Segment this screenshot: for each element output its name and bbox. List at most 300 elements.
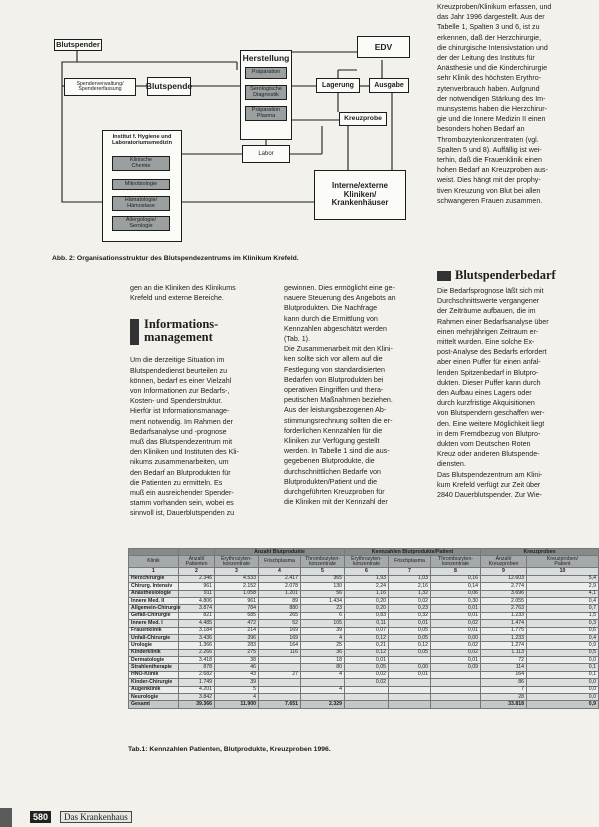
text-line: nauere Steuerung des Angebots an xyxy=(284,294,396,303)
heading-marker xyxy=(437,271,451,281)
table-cell: 0,1 xyxy=(527,671,599,678)
table-cell: 0,32 xyxy=(389,612,431,619)
text-line: Hierfür ist Informationsmanage- xyxy=(130,407,230,416)
labor-box: Labor xyxy=(242,145,290,163)
table-header-groups xyxy=(129,549,599,556)
page-number: 580 xyxy=(30,811,51,823)
table-cell: 1.366 xyxy=(179,642,215,649)
kliniken-box: Interne/externe Kliniken/ Krankenhäuser xyxy=(314,170,406,220)
table-cell: 5 xyxy=(215,686,259,693)
table-cell: 0,9 xyxy=(527,642,599,649)
table-header-cell xyxy=(179,549,215,556)
table-cell: 265 xyxy=(259,612,301,619)
text-line: Die Zusammenarbeit mit den Klini- xyxy=(284,345,393,354)
text-line: der der Leitung des Instituts für xyxy=(437,54,535,63)
table-cell: 2.078 xyxy=(259,583,301,590)
table-row xyxy=(129,612,599,619)
table-cell: 0,6 xyxy=(527,627,599,634)
table-cell: 0,02 xyxy=(389,597,431,604)
text-line: können, bedarf es einer Vielzahl xyxy=(130,376,232,385)
kreuzprobe-box: Kreuzprobe xyxy=(339,112,387,126)
table-cell: Gesamt xyxy=(129,701,179,708)
table-cell: 39 xyxy=(301,627,345,634)
table-cell: 0,1 xyxy=(527,664,599,671)
text-line: dukten vom Deutschen Roten xyxy=(437,440,531,449)
text-line: kann durch die Ermittlung von xyxy=(284,314,378,323)
text-line: kum Krefeld verfügt zur Zeit über xyxy=(437,480,541,489)
text-line: Kreuzproben/Klinikum erfassen, und xyxy=(437,3,552,11)
text-line: Blutprodukten. Die Nachfrage xyxy=(284,304,378,313)
heading-blutspenderbedarf: Blutspenderbedarf xyxy=(455,268,556,282)
table-cell: 4 xyxy=(215,694,259,701)
table-cell: 0,07 xyxy=(345,627,389,634)
table-column-header: Thrombozyten- konzentrate xyxy=(431,556,481,568)
text-line: diensten. xyxy=(437,460,466,469)
table-cell: 396 xyxy=(215,634,259,641)
lagerung-box: Lagerung xyxy=(316,78,360,93)
table-cell: 18 xyxy=(301,657,345,664)
table-cell: 0,0 xyxy=(527,686,599,693)
table-row xyxy=(129,642,599,649)
organization-diagram xyxy=(52,30,416,254)
table-cell: 169 xyxy=(259,627,301,634)
table-cell: 1,5 xyxy=(527,612,599,619)
table-cell: 0,0 xyxy=(527,694,599,701)
text-line: Kreuz oder anderen Blutspende- xyxy=(437,450,540,459)
table-cell: 1.474 xyxy=(481,620,527,627)
table-cell: 0,9 xyxy=(527,701,599,708)
table-cell xyxy=(259,679,301,686)
table-cell: 7 xyxy=(481,686,527,693)
footer-shadow xyxy=(0,808,12,827)
table-cell xyxy=(389,694,431,701)
text-line: in dem Fremdbezug von Blutpro- xyxy=(437,429,541,438)
text-line: Um die derzeitige Situation im xyxy=(130,356,225,365)
table-cell: 11.900 xyxy=(215,701,259,708)
table-cell: Allgemein-Chirurgie xyxy=(129,605,179,612)
table-row xyxy=(129,590,599,597)
hygiene-item: Allergologie/ Serologie xyxy=(112,216,170,231)
text-line: Das Blutspendezentrum am Klini- xyxy=(437,470,543,479)
spenderverwaltung-box: Spenderverwaltung/ Spendererfassung xyxy=(64,78,136,96)
table-cell: 7.651 xyxy=(259,701,301,708)
table-cell: 52 xyxy=(259,620,301,627)
text-line: sehr Klinik des höchsten Erythro- xyxy=(437,74,542,83)
table-cell: 1.113 xyxy=(481,649,527,656)
table-cell: 2.055 xyxy=(481,597,527,604)
table-cell: HNO-Klinik xyxy=(129,671,179,678)
table-cell xyxy=(301,694,345,701)
table-cell: Gefäß-Chirurgie xyxy=(129,612,179,619)
heading-marker xyxy=(130,319,139,345)
text-line: von Blutspendern geschaffen wer- xyxy=(437,409,545,418)
table-cell: 0,02 xyxy=(345,679,389,686)
table-cell: 0,14 xyxy=(431,583,481,590)
table-column-number: 6 xyxy=(345,568,389,575)
table-column-number: 2 xyxy=(179,568,215,575)
table-cell: 27 xyxy=(259,671,301,678)
column-2 xyxy=(284,283,430,507)
table-cell: Herzchirurgie xyxy=(129,575,179,582)
table-cell: 1.201 xyxy=(259,590,301,597)
hygiene-box: Institut f. Hygiene und Laboratoriumsmedizin xyxy=(102,130,182,242)
table-cell: 0,20 xyxy=(345,597,389,604)
text-line: hohen Bedarf an Kreuzproben aus- xyxy=(437,166,548,175)
table-column-number: 3 xyxy=(215,568,259,575)
table-cell: 2,24 xyxy=(345,583,389,590)
table-cell: 0,12 xyxy=(345,634,389,641)
table-cell: 0,02 xyxy=(431,649,481,656)
table-cell: 4 xyxy=(301,671,345,678)
table-number-row xyxy=(129,568,599,575)
text-line: forderlichen Kennzahlen für die xyxy=(284,426,383,435)
figure-caption: Abb. 2: Organisationsstruktur des Blutspendezentrums im Klinikum Krefeld. xyxy=(52,255,299,262)
table-cell: 878 xyxy=(179,664,215,671)
table-cell: 28 xyxy=(481,694,527,701)
table-cell: 43 xyxy=(215,671,259,678)
right-column-top-text xyxy=(437,2,597,206)
text-line: die Patienten zu ermitteln. Es xyxy=(130,478,223,487)
table-column-number: 8 xyxy=(431,568,481,575)
table-group-header: Kreuzproben xyxy=(481,549,599,556)
table-cell: 3.418 xyxy=(179,657,215,664)
table-cell: Kinderklinik xyxy=(129,649,179,656)
table-cell: 39.366 xyxy=(179,701,215,708)
text-line: die chirurgische Intensivstation und xyxy=(437,43,548,52)
table-cell: 0,23 xyxy=(389,605,431,612)
text-line: gen an die Kliniken des Klinikums xyxy=(130,284,236,292)
table-cell: 3.842 xyxy=(179,694,215,701)
table-cell: 0,30 xyxy=(431,597,481,604)
hygiene-item: Mikrobiologie xyxy=(112,179,170,190)
table-group-header: Kennzahlen Blutprodukte/Patient xyxy=(345,549,481,556)
table-cell: 164 xyxy=(481,671,527,678)
table-cell: 0,83 xyxy=(345,612,389,619)
text-line: Festlegung von standardisierten xyxy=(284,365,385,374)
text-line: gegebenen Blutprodukte, die xyxy=(284,457,375,466)
table-cell: Urologie xyxy=(129,642,179,649)
table-group-header: Anzahl Blutprodukte xyxy=(215,549,345,556)
table-cell: 2.763 xyxy=(481,605,527,612)
text-line: besonders hohen Bedarf an xyxy=(437,125,525,134)
table-cell: 2.152 xyxy=(215,583,259,590)
table-row xyxy=(129,657,599,664)
table-cell: 0,02 xyxy=(431,642,481,649)
table-cell: 5,4 xyxy=(527,575,599,582)
text-line: Die Bedarfsprognose läßt sich mit xyxy=(437,287,544,295)
text-line: peutischen Maßnahmen beziehen. xyxy=(284,396,393,405)
text-line: ken sollte sich vor allem auf die xyxy=(284,355,383,364)
text-line: Blutprodukten/Patient und die xyxy=(284,477,378,486)
table-row xyxy=(129,605,599,612)
table-cell: 6 xyxy=(301,612,345,619)
table-cell: 4,1 xyxy=(527,590,599,597)
table-cell: 1,03 xyxy=(389,575,431,582)
table-cell: 1.775 xyxy=(481,627,527,634)
table-header-cell xyxy=(129,549,179,556)
table-column-header: Frischplasma xyxy=(259,556,301,568)
table-cell: 169 xyxy=(259,634,301,641)
ausgabe-box: Ausgabe xyxy=(369,78,409,93)
text-line: aber einen Puffer für einen anfal- xyxy=(437,358,541,367)
table-column-header: Erythrozyten- konzentrate xyxy=(345,556,389,568)
table-cell xyxy=(389,701,431,708)
text-line: einen mehrjährigen Zeitraum er- xyxy=(437,327,539,336)
table-cell: 0,02 xyxy=(431,620,481,627)
table-cell: 1.274 xyxy=(481,642,527,649)
table-cell: 72 xyxy=(481,657,527,664)
text-line: erkennen, daß der Herzchirurgie, xyxy=(437,33,542,42)
table-cell: 0,00 xyxy=(389,664,431,671)
table-cell: 12.603 xyxy=(481,575,527,582)
table-cell: 4.201 xyxy=(179,686,215,693)
table-cell: Strahlentherapie xyxy=(129,664,179,671)
table-cell: 1.749 xyxy=(179,679,215,686)
table-cell: 3.436 xyxy=(179,634,215,641)
table-cell: 0,7 xyxy=(527,605,599,612)
text-line: schwangeren Frauen zusammen. xyxy=(437,196,543,205)
herstellung-item: Präparation Plasma xyxy=(245,106,287,121)
table-cell xyxy=(345,701,389,708)
table-column-header: Erythrozyten- konzentrate xyxy=(215,556,259,568)
table-cell: 4.806 xyxy=(179,597,215,604)
table-column-header: Anzahl Patienten xyxy=(179,556,215,568)
hygiene-item: Hämatologie/ Hämostase xyxy=(112,196,170,211)
table-cell: Dermatologie xyxy=(129,657,179,664)
table-row xyxy=(129,634,599,641)
table-cell: 2.329 xyxy=(301,701,345,708)
text-line: stamm vorhanden sein, wobei es xyxy=(130,499,234,508)
table-cell: 0,05 xyxy=(389,634,431,641)
table-column-header: Anzahl Kreuzproben xyxy=(481,556,527,568)
edv-box: EDV xyxy=(357,36,410,58)
table-cell: 0,12 xyxy=(389,642,431,649)
text-line: (Tab. 1). xyxy=(284,335,311,344)
table-cell: 0,05 xyxy=(345,664,389,671)
table-column-header: Kreuzproben/ Patient xyxy=(527,556,599,568)
table-cell: 1.233 xyxy=(481,634,527,641)
text-line: den. Eine weitere Möglichkeit liegt xyxy=(437,419,545,428)
table-cell: 961 xyxy=(179,583,215,590)
table-cell: 0,05 xyxy=(389,649,431,656)
table-column-number: 5 xyxy=(301,568,345,575)
table-cell: Neurologie xyxy=(129,694,179,701)
table-cell: 164 xyxy=(259,642,301,649)
table-cell: 0,01 xyxy=(431,605,481,612)
text-line: Krefeld und externe Bereiche. xyxy=(130,294,224,303)
table-cell: 784 xyxy=(215,605,259,612)
table-row xyxy=(129,583,599,590)
table-cell xyxy=(345,694,389,701)
data-table-container xyxy=(128,548,596,744)
table-cell: 38 xyxy=(215,657,259,664)
column-1 xyxy=(130,283,280,519)
table-cell: 116 xyxy=(259,649,301,656)
footer xyxy=(0,808,576,827)
text-line: 2840 Dauerblutspender. Zur Wie- xyxy=(437,491,542,500)
table-row xyxy=(129,597,599,604)
table-cell: 0,0 xyxy=(527,657,599,664)
table-cell: 0,0 xyxy=(527,679,599,686)
herstellung-item: Präparation xyxy=(245,67,287,79)
table-cell: 3.874 xyxy=(179,605,215,612)
table-cell: 472 xyxy=(215,620,259,627)
blutspender-box: Blutspender xyxy=(54,39,102,51)
table-cell: 1.233 xyxy=(481,612,527,619)
table-cell: 80 xyxy=(301,664,345,671)
table-cell: Anästhesiologie xyxy=(129,590,179,597)
table-cell: 0,02 xyxy=(345,671,389,678)
text-line: muß ein ausreichender Spender- xyxy=(130,489,234,498)
table-caption: Tab.1: Kennzahlen Patienten, Blutprodukte, Kreuzproben 1996. xyxy=(128,746,331,753)
heading-informationsmanagement: Informations- management xyxy=(144,317,219,345)
table-row xyxy=(129,620,599,627)
table-cell: 1,32 xyxy=(389,590,431,597)
table-cell: Innere Med. II xyxy=(129,597,179,604)
text-line: den Kliniken und Instituten des Kli- xyxy=(130,448,239,457)
column-3 xyxy=(437,268,587,500)
table-cell: 4.485 xyxy=(179,620,215,627)
table-cell: 36 xyxy=(301,649,345,656)
hygiene-item: Klinische Chemie xyxy=(112,156,170,171)
table-cell xyxy=(431,701,481,708)
table-cell: 365 xyxy=(301,575,345,582)
table-cell: 0,01 xyxy=(345,657,389,664)
table-cell: 0,3 xyxy=(527,620,599,627)
table-cell: 0,5 xyxy=(527,649,599,656)
table-cell: 961 xyxy=(215,597,259,604)
table-cell: 0,01 xyxy=(389,671,431,678)
text-line: ment notwendig. Im Rahmen der xyxy=(130,417,233,426)
table-cell xyxy=(389,686,431,693)
table-cell: 0,11 xyxy=(345,620,389,627)
table-cell xyxy=(431,686,481,693)
table-row xyxy=(129,627,599,634)
table-cell: 1.058 xyxy=(215,590,259,597)
table-cell: Chirurg. Intensiv xyxy=(129,583,179,590)
text-line: munsystems haben die Herzchirur- xyxy=(437,105,547,114)
text-line: operativen Eingriffen und thera- xyxy=(284,386,384,395)
table-cell: 911 xyxy=(179,590,215,597)
table-cell: 46 xyxy=(215,664,259,671)
table-cell: 0,01 xyxy=(389,620,431,627)
text-line: dukten. Dieser Puffer kann durch xyxy=(437,378,541,387)
text-line: den Aufbau eines Lagers oder xyxy=(437,389,532,398)
text-line: Bedarfsanalyse und -prognose xyxy=(130,427,227,436)
text-line: durchgeführten Kreuzproben für xyxy=(284,488,385,497)
text-line: Tabelle 1, Spalten 3 und 6, ist zu xyxy=(437,23,540,32)
text-line: Kennzahlen abgeschätzt werden xyxy=(284,324,387,333)
table-cell: 0,01 xyxy=(431,627,481,634)
table-cell: 821 xyxy=(179,612,215,619)
table-cell: 275 xyxy=(215,649,259,656)
table-row xyxy=(129,671,599,678)
text-line: Thrombozytenkonzentraten (vgl. xyxy=(437,135,539,144)
table-cell: 1,93 xyxy=(345,575,389,582)
text-line: Durchschnittswerte vergangener xyxy=(437,297,540,306)
table-column-number: 10 xyxy=(527,568,599,575)
table-column-header: Frischplasma xyxy=(389,556,431,568)
table-column-number: 7 xyxy=(389,568,431,575)
table-cell: 114 xyxy=(481,664,527,671)
text-line: von Informationen zur Bedarfs-, xyxy=(130,387,230,396)
text-line: durch kurzfristige Akquisitionen xyxy=(437,399,535,408)
table-cell: 105 xyxy=(301,620,345,627)
text-line: werden. In Tabelle 1 sind die aus- xyxy=(284,447,390,456)
table-cell: 0,09 xyxy=(431,664,481,671)
table-column-number: 9 xyxy=(481,568,527,575)
table-cell: 3.696 xyxy=(481,590,527,597)
text-line: gewinnen. Dies ermöglicht eine ge- xyxy=(284,284,395,292)
table-cell: Kinder-Chirurgie xyxy=(129,679,179,686)
text-line: Anästhesie und die Kinderchirurgie xyxy=(437,64,548,73)
table-cell: 2,16 xyxy=(389,583,431,590)
table-cell: 1.434 xyxy=(301,597,345,604)
table-column-header: Thrombozyten- konzentrate xyxy=(301,556,345,568)
table-cell xyxy=(431,671,481,678)
table-cell xyxy=(259,694,301,701)
table-row xyxy=(129,686,599,693)
table-cell: Innere Med. I xyxy=(129,620,179,627)
table-cell: 880 xyxy=(259,605,301,612)
table-cell xyxy=(431,679,481,686)
text-line: weist. Dies hängt mit der prophy- xyxy=(437,176,541,185)
text-line: Bedarfen von Blutprodukten bei xyxy=(284,375,384,384)
table-cell: 4 xyxy=(301,686,345,693)
table-cell: 25 xyxy=(301,642,345,649)
table-cell: 0,12 xyxy=(345,649,389,656)
table-cell: 0,4 xyxy=(527,597,599,604)
table-cell: 56 xyxy=(301,590,345,597)
text-line: Rahmen einer Bedarfsanalyse über xyxy=(437,317,549,326)
text-line: gie und die Innere Medizin II einen xyxy=(437,115,546,124)
table-cell: 685 xyxy=(215,612,259,619)
table-cell: 0,05 xyxy=(389,627,431,634)
table-cell: 2.682 xyxy=(179,671,215,678)
table-cell: 2.266 xyxy=(179,649,215,656)
table-cell xyxy=(259,657,301,664)
table-cell xyxy=(389,657,431,664)
text-line: das Jahr 1996 dargestellt. Aus der xyxy=(437,13,545,22)
table-cell: Frauenklinik xyxy=(129,627,179,634)
table-row xyxy=(129,664,599,671)
table-cell xyxy=(301,679,345,686)
table-cell: 4 xyxy=(301,634,345,641)
table-cell: 2.417 xyxy=(259,575,301,582)
table-cell: 2.346 xyxy=(179,575,215,582)
text-line: Spalten 5 und 8). Auffällig ist wei- xyxy=(437,145,542,154)
table-cell: 0,01 xyxy=(431,657,481,664)
table-cell: 0,01 xyxy=(431,612,481,619)
journal-name: Das Krankenhaus xyxy=(60,811,132,823)
table-row xyxy=(129,649,599,656)
text-line: der Zeiträume aufbauen, die im xyxy=(437,307,536,316)
table-cell: 0,21 xyxy=(345,642,389,649)
table-header-row xyxy=(129,556,599,568)
table-cell: Augenklinik xyxy=(129,686,179,693)
table-row xyxy=(129,679,599,686)
table-column-header: Klinik xyxy=(129,556,179,568)
text-line: terhin, daß die Frauenklinik einen xyxy=(437,156,542,165)
blutspende-box: Blutspende xyxy=(147,77,191,96)
table-cell: 214 xyxy=(215,627,259,634)
table-row xyxy=(129,694,599,701)
table-cell: 0,4 xyxy=(527,634,599,641)
table-cell: 23 xyxy=(301,605,345,612)
text-line: die Kliniken mit der Kennzahl der xyxy=(284,498,388,507)
table-cell xyxy=(345,686,389,693)
text-line: den Bedarf an Blutprodukten für xyxy=(130,468,231,477)
